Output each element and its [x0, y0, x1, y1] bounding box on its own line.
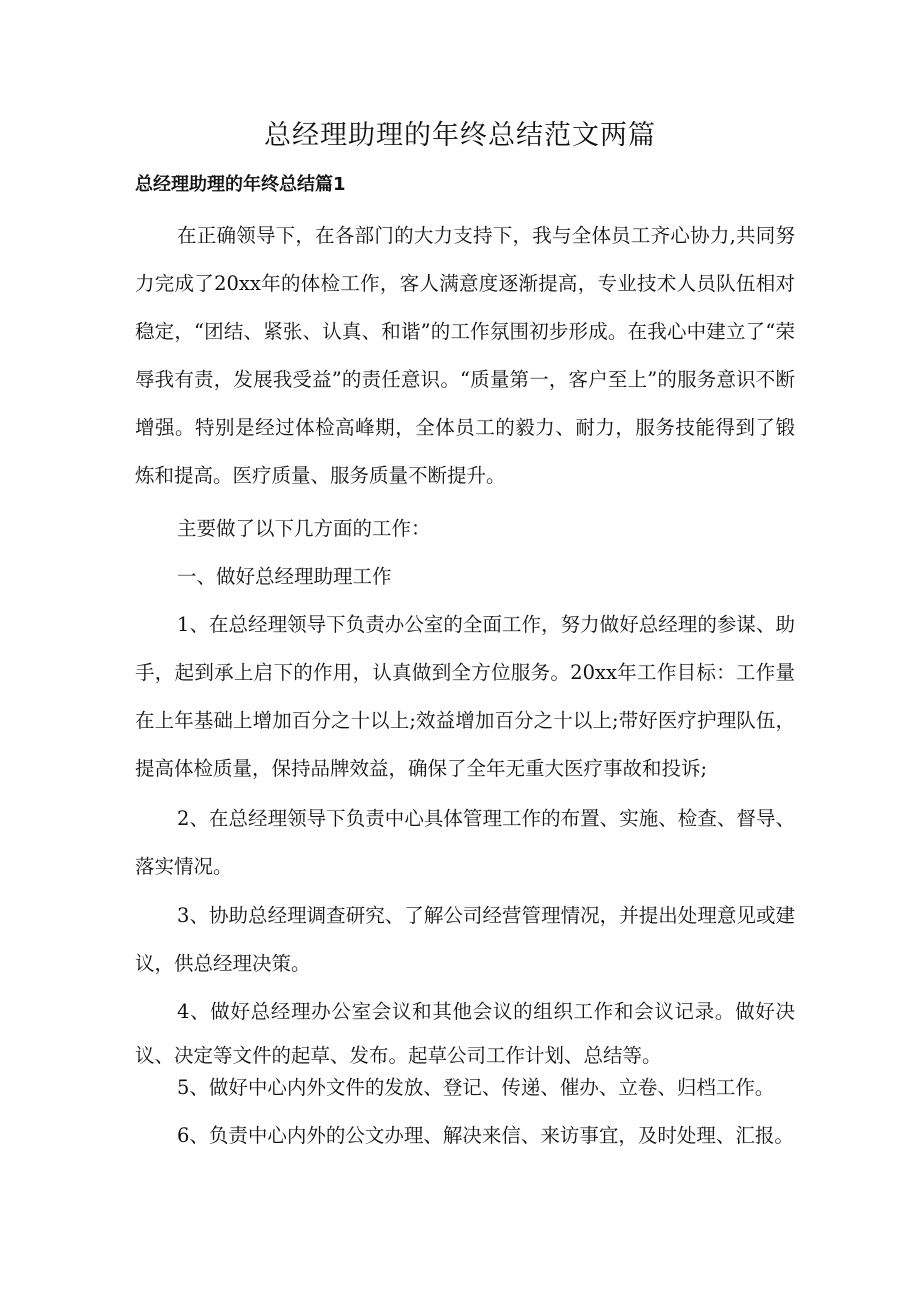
paragraph-item-6: 6、负责中心内外的公文办理、解决来信、来访事宜，及时处理、汇报。	[177, 1124, 794, 1147]
paragraph-item-3: 3、协助总经理调查研究、了解公司经营管理情况，并提出处理意见或建议，供总经理决策。	[135, 904, 795, 975]
paragraph-section-one: 一、做好总经理助理工作	[177, 565, 392, 588]
paragraph-item-4: 4、做好总经理办公室会议和其他会议的组织工作和会议记录。做好决议、决定等文件的起草、发布。起草公司工作计划、总结等。	[135, 1000, 795, 1067]
paragraph-intro: 在正确领导下，在各部门的大力支持下，我与全体员工齐心协力,共同努力完成了20xx年的体检工作，客人满意度逐渐提高，专业技术人员队伍相对稳定，“团结、紧张、认真、和谐”的工作氛围初步形成。在我心中建立了“荣辱我有责，发展我受益”的责任意识。“质量第一，客户至上”的服务意识不断增强。特别是经过体检高峰期，全体员工的毅力、耐力，服务技能得到了锻炼和提高。医疗质量、服务质量不断提升。	[135, 224, 795, 487]
paragraph-work-summary: 主要做了以下几方面的工作：	[177, 517, 431, 540]
paragraph-item-2: 2、在总经理领导下负责中心具体管理工作的布置、实施、检查、督导、落实情况。	[135, 807, 795, 878]
document-title: 总经理助理的年终总结范文两篇	[264, 120, 656, 151]
paragraph-item-1: 1、在总经理领导下负责办公室的全面工作，努力做好总经理的参谋、助手，起到承上启下的作用，认真做到全方位服务。20xx年工作目标：工作量在上年基础上增加百分之十以上;效益增加百分之十以上;带好医疗护理队伍，提高体检质量，保持品牌效益，确保了全年无重大医疗事故和投诉;	[135, 613, 795, 780]
section-heading: 总经理助理的年终总结篇1	[135, 174, 346, 195]
paragraph-item-5: 5、做好中心内外文件的发放、登记、传递、催办、立卷、归档工作。	[177, 1076, 775, 1099]
